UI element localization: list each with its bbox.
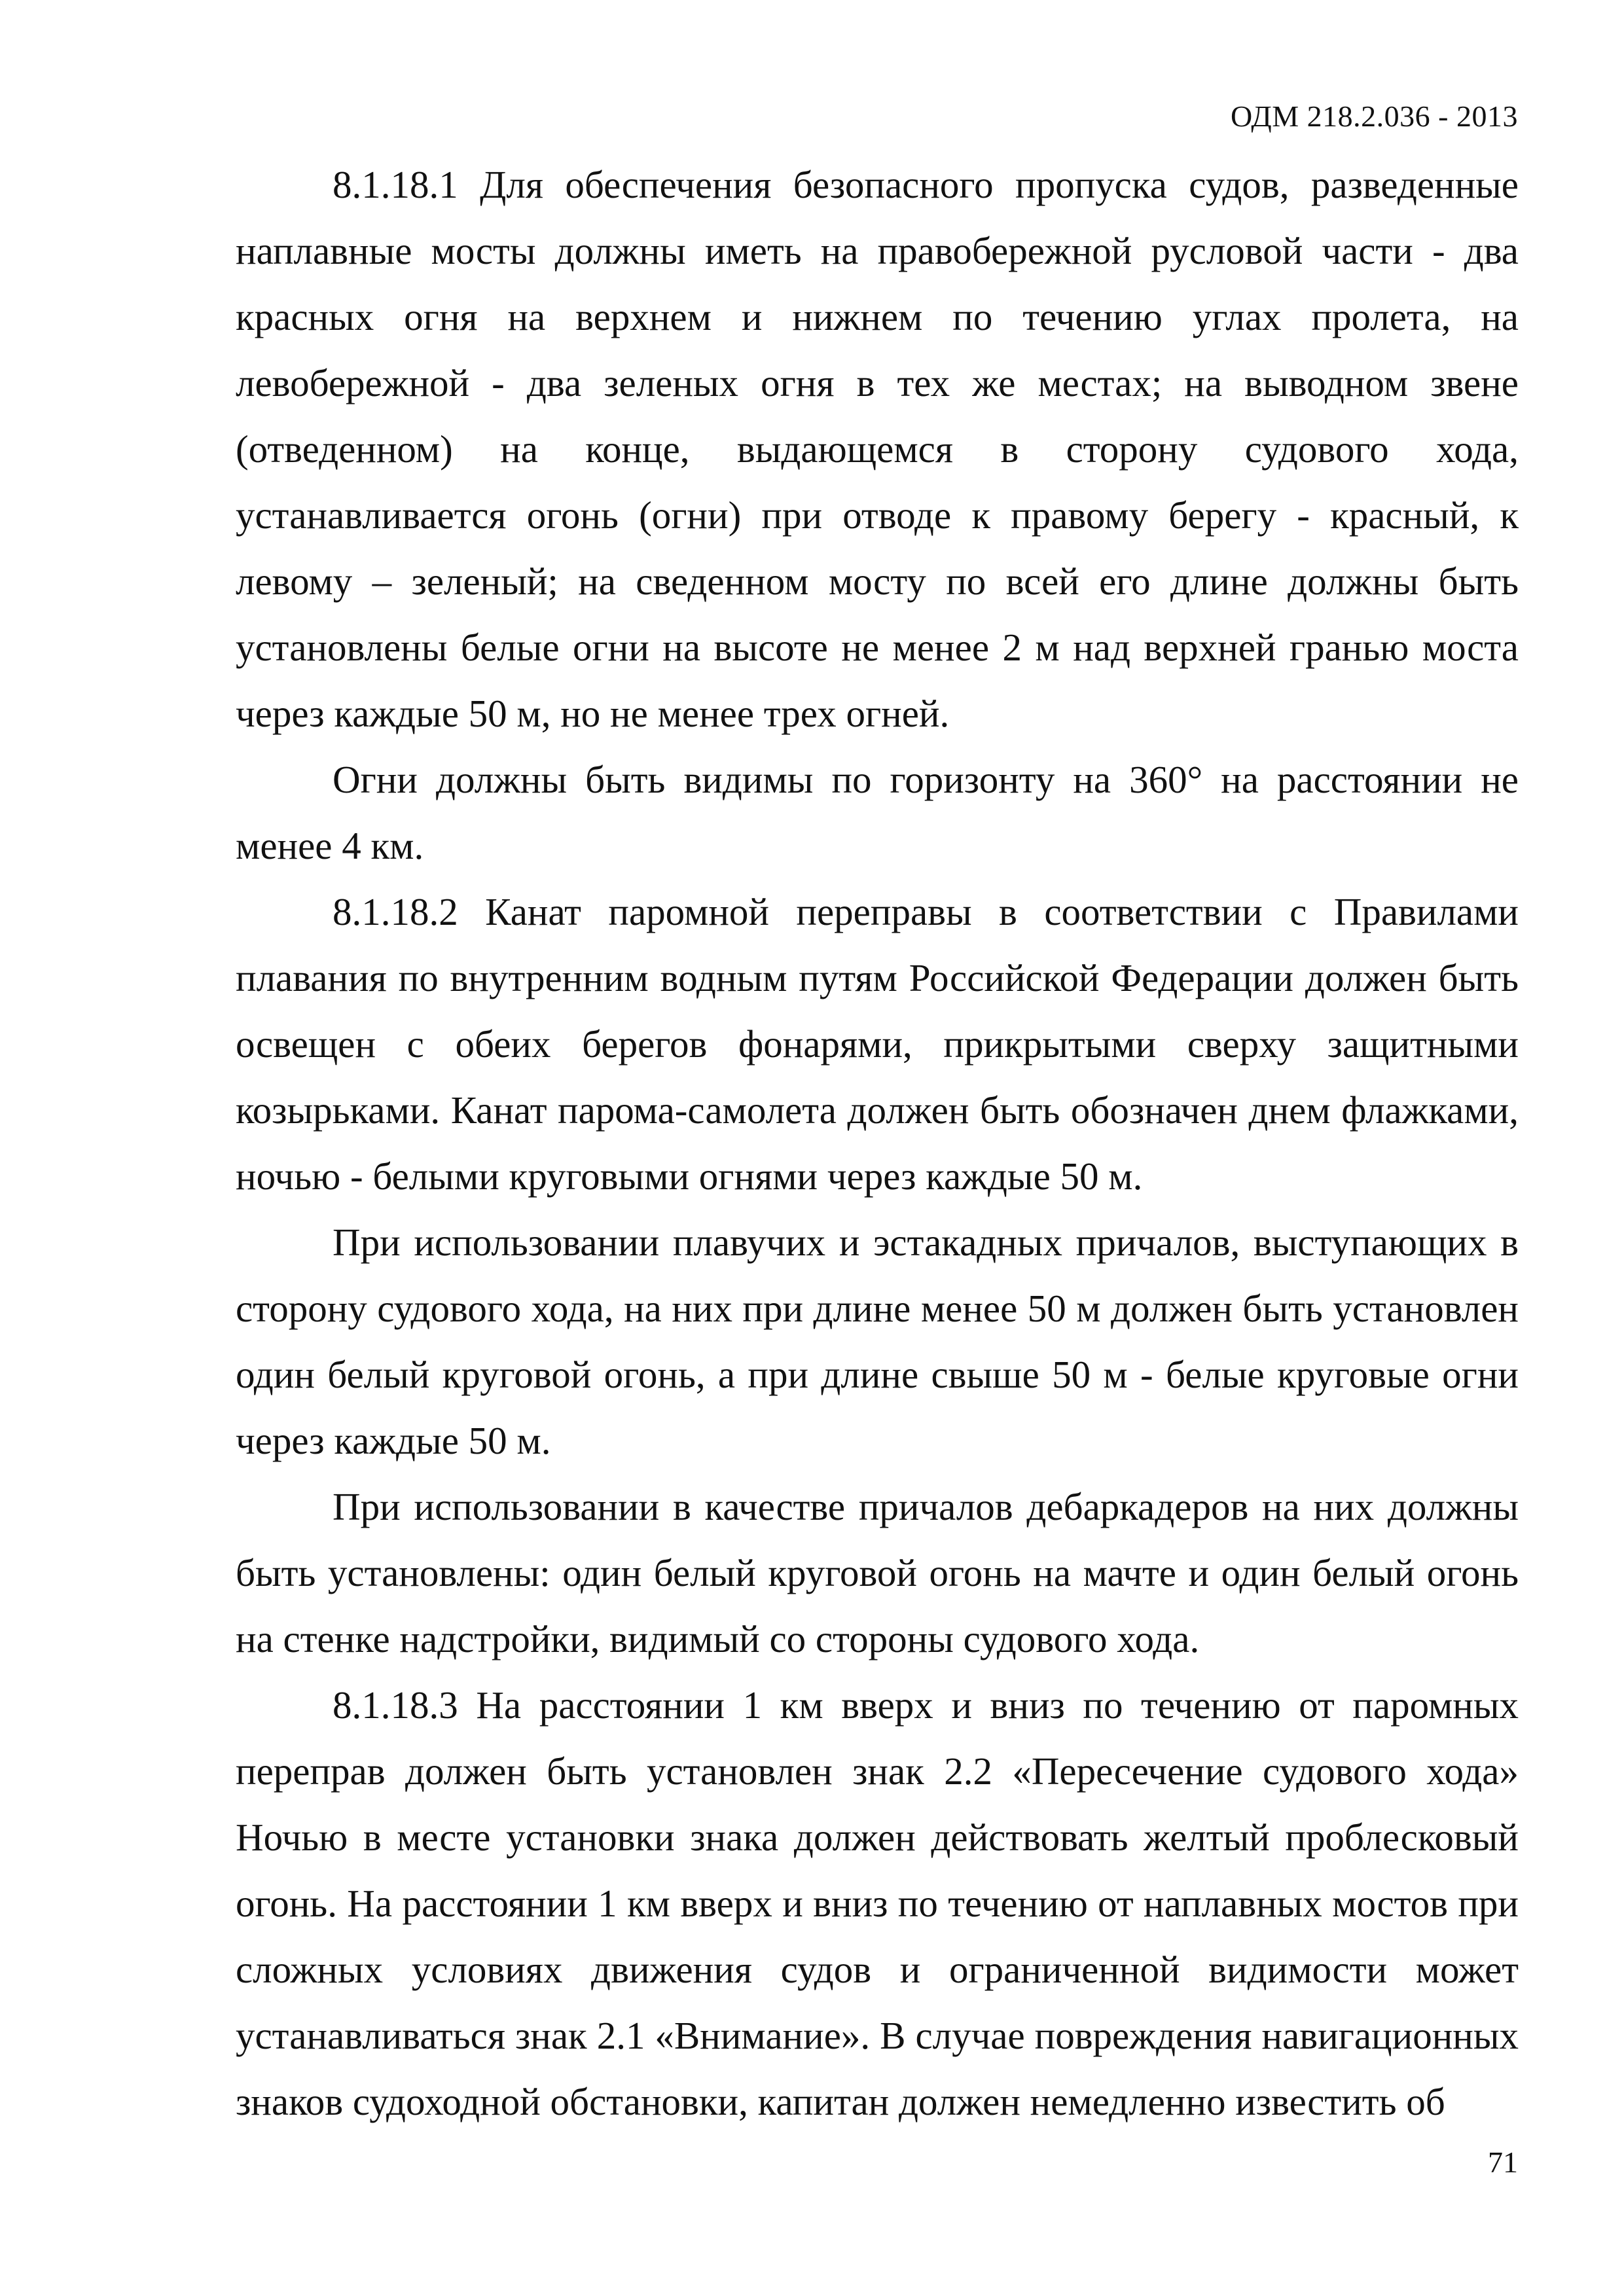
paragraph-lights-visibility: Огни должны быть видимы по горизонту на 360° на расстоянии не менее 4 км.	[236, 758, 1519, 867]
paragraph-8-1-18-3: 8.1.18.3 На расстоянии 1 км вверх и вниз по течению от паромных переправ должен быть установлен знак 2.2 «Пересечение судового хода» Ночью в месте установки знака должен действовать желтый проблесковый огонь. На расстоянии 1 км вверх и вниз по течению от наплавных мостов при сложных условиях движения судов и ограниченной видимости может устанавливаться знак 2.1 «Внимание». В случае повреждения навигационных знаков судоходной обстановки, капитан должен немедленно известить об	[236, 1683, 1519, 2123]
document-body	[236, 152, 1519, 2135]
document-code-header: ОДМ 218.2.036 - 2013	[1230, 99, 1518, 133]
paragraph-8-1-18-2: 8.1.18.2 Канат паромной переправы в соответствии с Правилами плавания по внутренним водным путям Российской Федерации должен быть освещен с обеих берегов фонарями, прикрытыми сверху защитными козырьками. Канат парома-самолета должен быть обозначен днем флажками, ночью - белыми круговыми огнями через каждые 50 м.	[236, 890, 1519, 1198]
page-number: 71	[1488, 2145, 1518, 2179]
paragraph-8-1-18-1: 8.1.18.1 Для обеспечения безопасного пропуска судов, разведенные наплавные мосты должны иметь на правобережной русловой части - два красных огня на верхнем и нижнем по течению углах пролета, на левобережной - два зеленых огня в тех же местах; на выводном звене (отведенном) на конце, выдающемся в сторону судового хода, устанавливается огонь (огни) при отводе к правому берегу - красный, к левому – зеленый; на сведенном мосту по всей его длине должны быть установлены белые огни на высоте не менее 2 м над верхней гранью моста через каждые 50 м, но не менее трех огней.	[236, 163, 1519, 735]
paragraph-floating-piers: При использовании плавучих и эстакадных причалов, выступающих в сторону судового хода, на них при длине менее 50 м должен быть установлен один белый круговой огонь, а при длине свыше 50 м - белые круговые огни через каждые 50 м.	[236, 1221, 1519, 1462]
paragraph-landing-stages: При использовании в качестве причалов дебаркадеров на них должны быть установлены: один белый круговой огонь на мачте и один белый огонь на стенке надстройки, видимый со стороны судового хода.	[236, 1485, 1519, 1660]
